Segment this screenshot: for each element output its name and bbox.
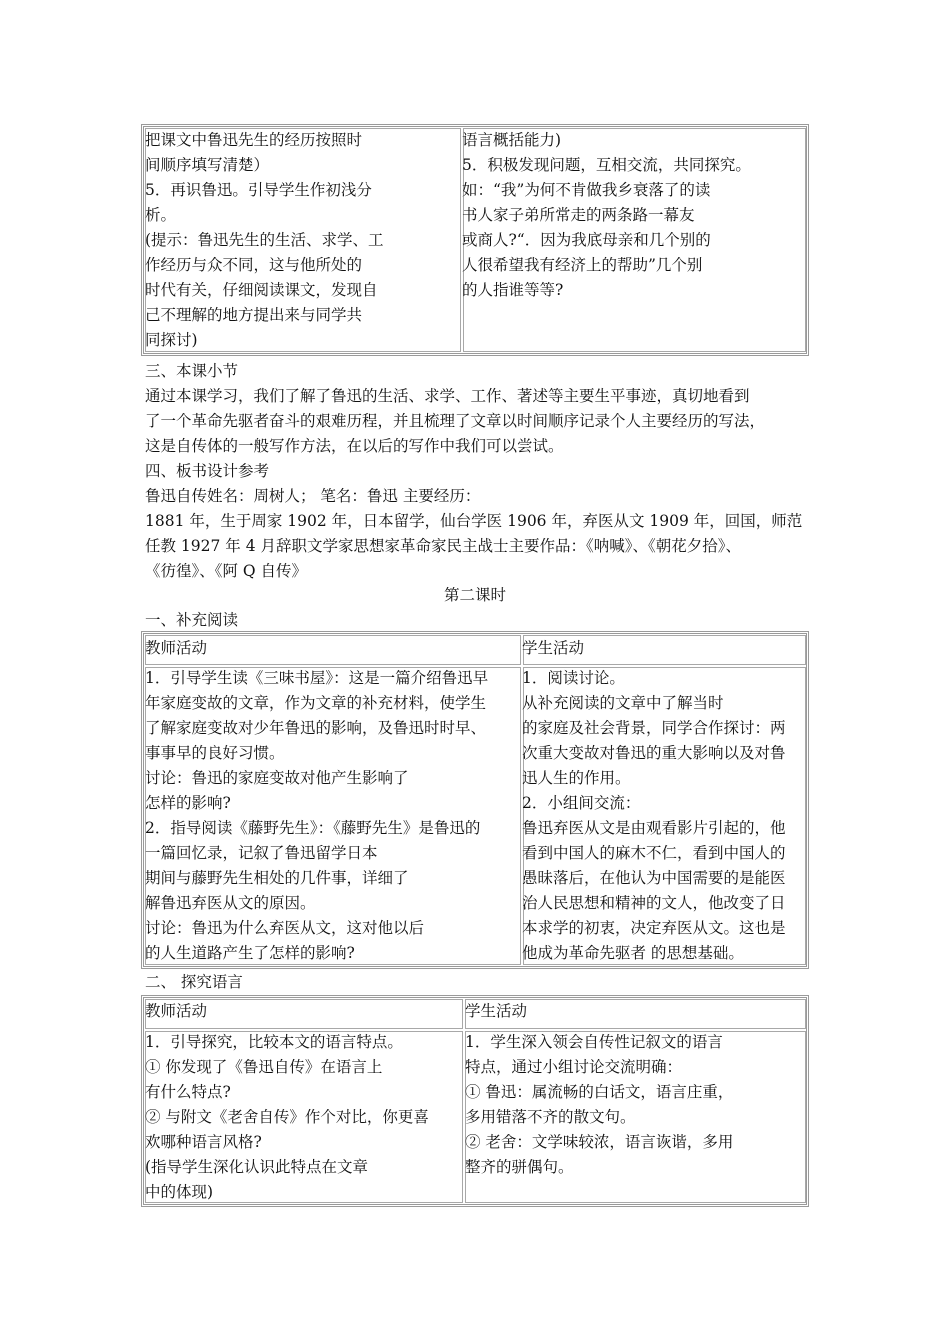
cell-text-line: 讨论：鲁迅的家庭变故对他产生影响了 (145, 769, 409, 787)
part-heading-supplementary-reading: 一、补充阅读 (145, 611, 239, 629)
summary-line: 这是自传体的一般写作方法，在以后的写作中我们可以尝试。 (145, 437, 564, 455)
cell-text-line: 1．阅读讨论。 (522, 669, 625, 687)
cell-text-line: 迅人生的作用。 (522, 769, 631, 787)
cell-text-line: ② 老舍：文学味较浓，语言诙谐，多用 (465, 1133, 734, 1151)
cell-text-line: 从补充阅读的文章中了解当时 (522, 694, 724, 712)
cell-text-line: 的人指谁等等? (462, 281, 564, 299)
cell-text-line: 本求学的初衷，决定弃医从文。这也是 (522, 919, 786, 937)
column-header-student: 学生活动 (522, 639, 585, 657)
cell-text-line: 期间与藤野先生相处的几件事，详细了 (145, 869, 409, 887)
cell-text-line: 作经历与众不同，这与他所处的 (145, 256, 363, 274)
cell-text-line: 己不理解的地方提出来与同学共 (145, 306, 363, 324)
cell-text-line: 解鲁迅弃医从文的原因。 (145, 894, 316, 912)
cell-text-line: 如：“我”为何不肯做我乡衰落了的读 (462, 181, 711, 199)
cell-text-line: 1．学生深入领会自传性记叙文的语言 (465, 1033, 723, 1051)
cell-text-line: 的家庭及社会背景，同学合作探讨：两 (522, 719, 786, 737)
board-design-line: 任教 1927 年 4 月辞职文学家思想家革命家民主战士主要作品：《呐喊》、《朝花夕拾》、 (145, 537, 742, 555)
cell-text-line: 了解家庭变故对少年鲁迅的影响，及鲁迅时时早、 (145, 719, 487, 737)
cell-text-line: 书人家子弟所常走的两条路一幕友 (462, 206, 695, 224)
cell-text-line: 或商人?“．因为我底母亲和几个别的 (462, 231, 711, 249)
cell-text-line: 次重大变故对鲁迅的重大影响以及对鲁 (522, 744, 786, 762)
board-design-line: 1881 年，生于周家 1902 年，日本留学，仙台学医 1906 年，弃医从文 1909 年，回国，师范 (145, 512, 803, 530)
cell-text-line: 5．积极发现问题，互相交流，共同探究。 (462, 156, 751, 174)
cell-text-line: 人很希望我有经济上的帮助”几个别 (462, 256, 703, 274)
cell-text-line: 看到中国人的麻木不仁，看到中国人的 (522, 844, 786, 862)
part-heading-explore-language: 二、 探究语言 (145, 973, 243, 991)
cell-text-line: (提示：鲁迅先生的生活、求学、工 (145, 231, 384, 249)
cell-text-line: 同探讨) (145, 331, 198, 349)
cell-text-line: 愚昧落后，在他认为中国需要的是能医 (522, 869, 786, 887)
cell-text-line: 一篇回忆录，记叙了鲁迅留学日本 (145, 844, 378, 862)
column-header-student: 学生活动 (465, 1002, 528, 1020)
column-header-teacher: 教师活动 (145, 1002, 208, 1020)
cell-text-line: 析。 (145, 206, 177, 224)
board-design-line: 鲁迅自传姓名：周树人； 笔名：鲁迅 主要经历： (145, 487, 481, 505)
cell-text-line: 间顺序填写清楚） (145, 156, 270, 174)
cell-text-line: 讨论：鲁迅为什么弃医从文，这对他以后 (145, 919, 425, 937)
cell-text-line: 事事早的良好习惯。 (145, 744, 285, 762)
cell-text-line: 把课文中鲁迅先生的经历按照时 (145, 131, 363, 149)
cell-text-line: 整齐的骈偶句。 (465, 1158, 574, 1176)
cell-text-line: 的人生道路产生了怎样的影响? (145, 944, 355, 962)
cell-text-line: ① 你发现了《鲁迅自传》在语言上 (145, 1058, 383, 1076)
cell-text-line: 鲁迅弃医从文是由观看影片引起的，他 (522, 819, 786, 837)
cell-text-line: 欢哪种语言风格? (145, 1133, 262, 1151)
section-heading-board-design: 四、板书设计参考 (145, 462, 270, 480)
cell-text-line: 治人民思想和精神的文人，他改变了日 (522, 894, 786, 912)
cell-text-line: 1．引导探究，比较本文的语言特点。 (145, 1033, 403, 1051)
cell-text-line: 2．小组间交流： (522, 794, 641, 812)
board-design-line: 《彷徨》、《阿 Q 自传》 (145, 562, 308, 580)
cell-text-line: 特点，通过小组讨论交流明确： (465, 1058, 683, 1076)
cell-text-line: (指导学生深化认识此特点在文章 (145, 1158, 369, 1176)
cell-text-line: 时代有关，仔细阅读课文，发现自 (145, 281, 378, 299)
summary-line: 通过本课学习，我们了解了鲁迅的生活、求学、工作、著述等主要生平事迹，真切地看到 (145, 387, 750, 405)
cell-text-line: 他成为革命先驱者 的思想基础。 (522, 944, 744, 962)
section-heading-summary: 三、本课小节 (145, 362, 239, 380)
cell-text-line: 中的体现) (145, 1183, 214, 1201)
cell-text-line: 1．引导学生读《三味书屋》：这是一篇介绍鲁迅早 (145, 669, 489, 687)
column-header-teacher: 教师活动 (145, 639, 208, 657)
lesson-title: 第二课时 (443, 586, 506, 604)
cell-text-line: 多用错落不齐的散文句。 (465, 1108, 636, 1126)
cell-text-line: 有什么特点? (145, 1083, 231, 1101)
cell-text-line: 怎样的影响? (145, 794, 231, 812)
cell-text-line: ② 与附文《老舍自传》作个对比，你更喜 (145, 1108, 429, 1126)
cell-text-line: ① 鲁迅：属流畅的白话文，语言庄重， (465, 1083, 734, 1101)
summary-line: 了一个革命先驱者奋斗的艰难历程，并且梳理了文章以时间顺序记录个人主要经历的写法， (145, 412, 766, 430)
cell-text-line: 语言概括能力) (462, 131, 562, 149)
cell-text-line: 2．指导阅读《藤野先生》：《藤野先生》是鲁迅的 (145, 819, 481, 837)
cell-text-line: 年家庭变故的文章，作为文章的补充材料，使学生 (145, 694, 487, 712)
cell-text-line: 5．再识鲁迅。引导学生作初浅分 (145, 181, 372, 199)
